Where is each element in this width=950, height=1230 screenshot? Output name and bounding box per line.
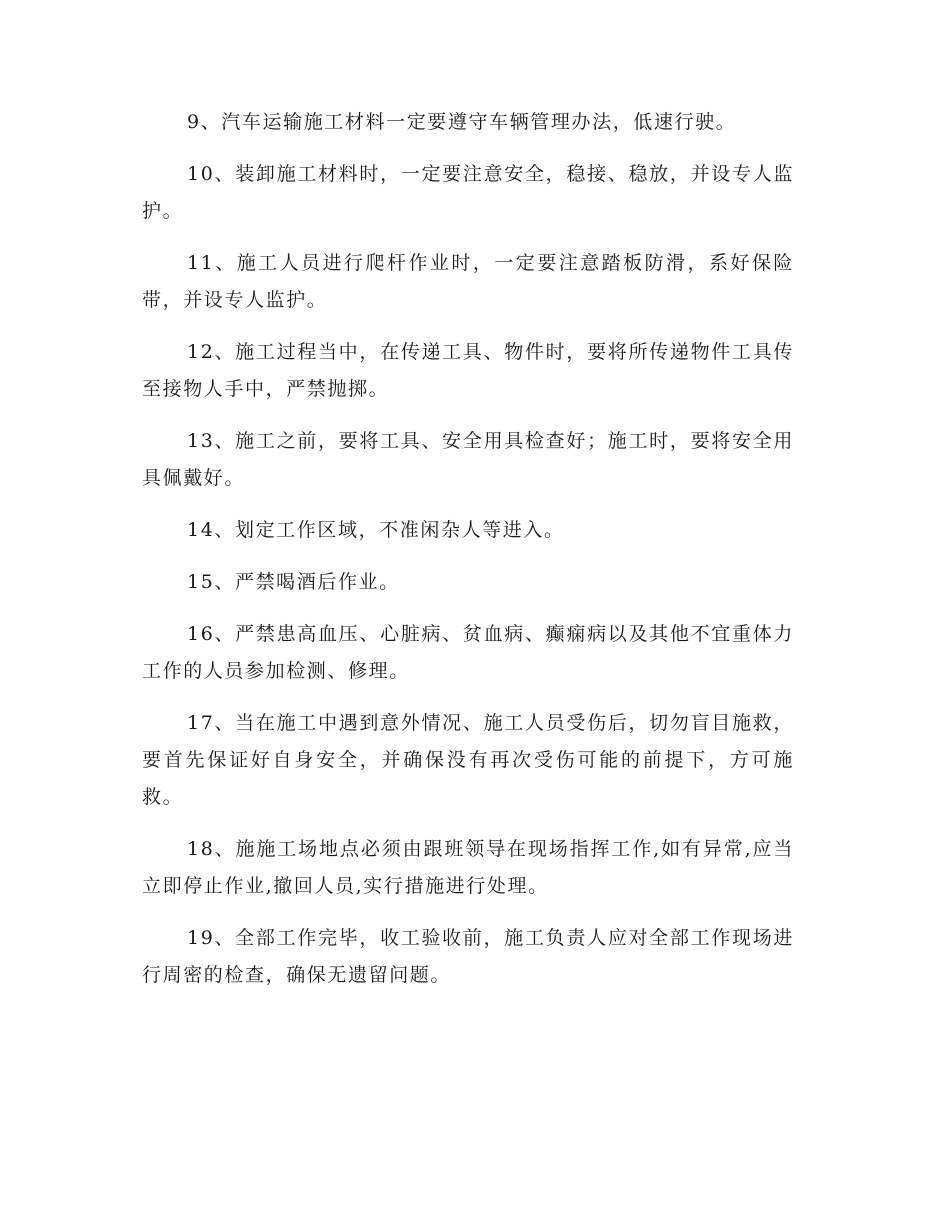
paragraph-item-13: 13、施工之前，要将工具、安全用具检查好；施工时，要将安全用具佩戴好。 — [142, 430, 794, 489]
paragraph-item-14: 14、划定工作区域，不准闲杂人等进入。 — [187, 519, 565, 541]
paragraph-item-12: 12、施工过程当中，在传递工具、物件时，要将所传递物件工具传至接物人手中，严禁抛掷。 — [142, 341, 794, 400]
paragraph-item-19: 19、全部工作完毕，收工验收前，施工负责人应对全部工作现场进行周密的检查，确保无遗留问题。 — [142, 927, 794, 986]
paragraph-item-18: 18、施施工场地点必须由跟班领导在现场指挥工作,如有异常,应当立即停止作业,撤回人员,实行措施进行处理。 — [142, 838, 794, 897]
paragraph-item-17: 17、当在施工中遇到意外情况、施工人员受伤后，切勿盲目施救，要首先保证好自身安全，并确保没有再次受伤可能的前提下，方可施救。 — [142, 712, 794, 808]
paragraph-item-9: 9、汽车运输施工材料一定要遵守车辆管理办法，低速行驶。 — [187, 111, 737, 133]
document-body — [142, 104, 794, 1009]
paragraph-item-16: 16、严禁患高血压、心脏病、贫血病、癫痫病以及其他不宜重体力工作的人员参加检测、修理。 — [142, 623, 794, 682]
paragraph-item-15: 15、严禁喝酒后作业。 — [187, 571, 400, 593]
paragraph-item-10: 10、装卸施工材料时，一定要注意安全，稳接、稳放，并设专人监护。 — [142, 163, 794, 222]
paragraph-item-11: 11、施工人员进行爬杆作业时，一定要注意踏板防滑，系好保险带，并设专人监护。 — [142, 252, 794, 311]
